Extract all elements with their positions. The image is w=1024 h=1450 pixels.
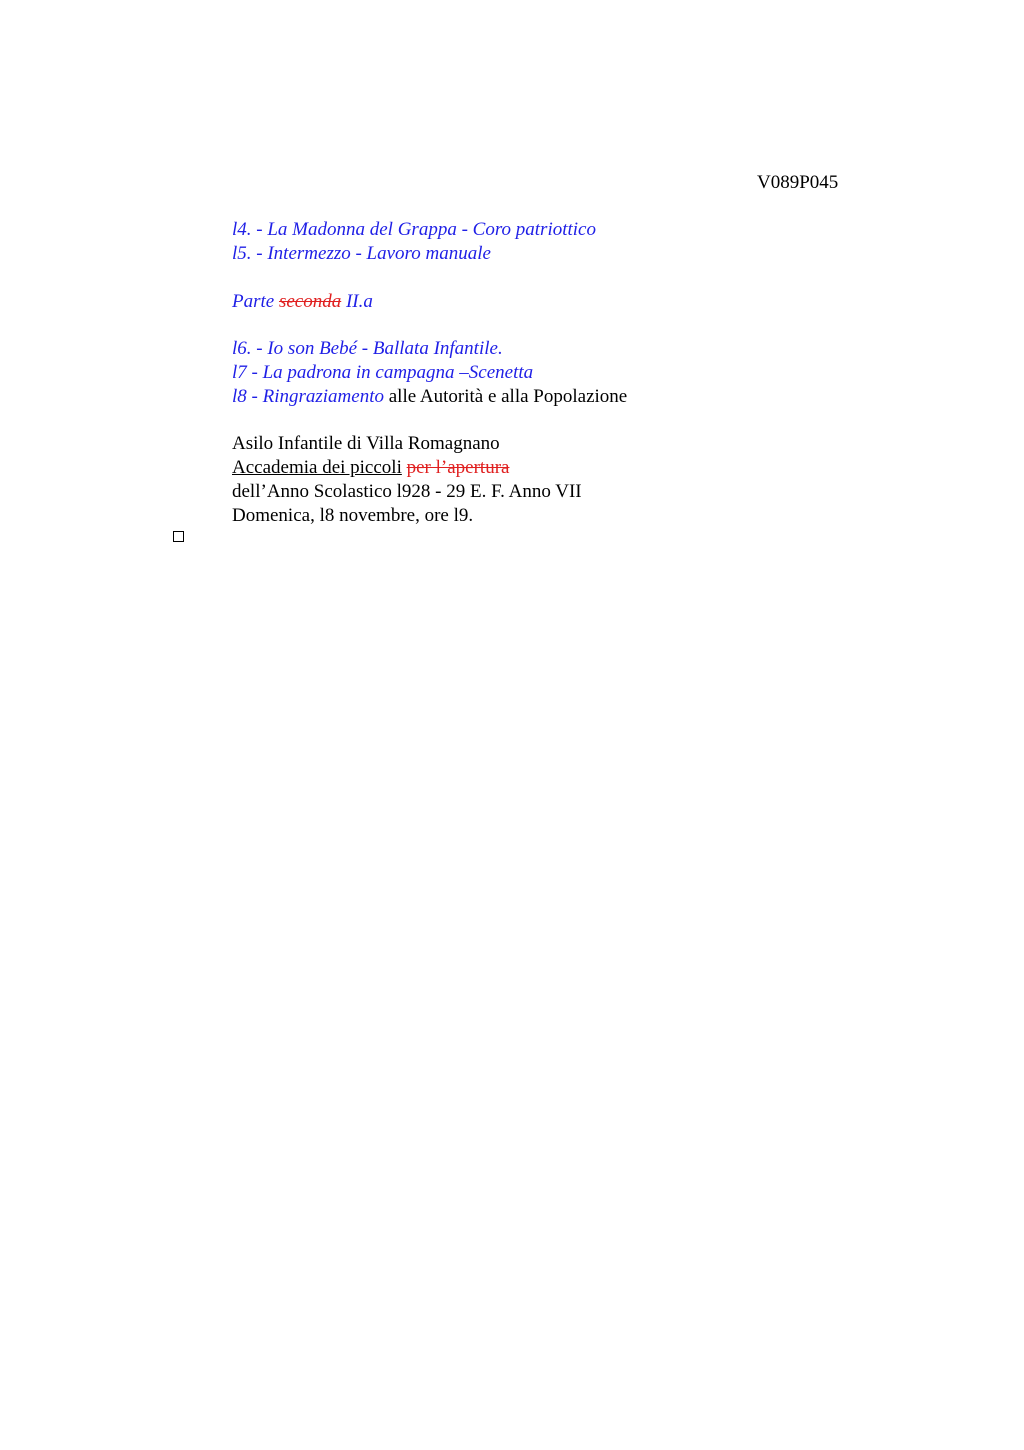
checkbox-icon xyxy=(173,531,184,542)
school-name: Asilo Infantile di Villa Romagnano xyxy=(232,433,500,454)
event-info xyxy=(232,432,932,528)
part-two-heading xyxy=(232,290,932,314)
school-year: dell’Anno Scolastico l928 - 29 E. F. Anno VII xyxy=(232,481,582,502)
academy-line xyxy=(232,456,932,480)
program-item-14: l4. - La Madonna del Grappa - Coro patriottico xyxy=(232,219,596,240)
academy-title: Accademia dei piccoli xyxy=(232,457,402,478)
program-item-18-text: alle Autorità e alla Popolazione xyxy=(388,386,628,407)
page-id: V089P045 xyxy=(757,172,839,193)
part-heading-suffix: II.a xyxy=(345,291,373,312)
deleted-word: seconda xyxy=(278,291,342,312)
program-item-18 xyxy=(232,385,932,409)
event-date-time: Domenica, l8 novembre, ore l9. xyxy=(232,505,474,526)
part-heading-prefix: Parte xyxy=(232,291,275,312)
deleted-phrase: per l’apertura xyxy=(406,457,510,478)
program-item-15: l5. - Intermezzo - Lavoro manuale xyxy=(232,243,491,264)
program-item-17: l7 - La padrona in campagna –Scenetta xyxy=(232,362,534,383)
program-part-one xyxy=(232,218,932,266)
program-part-two xyxy=(232,337,932,409)
program-item-16: l6. - Io son Bebé - Ballata Infantile. xyxy=(232,338,503,359)
program-item-18-title: l8 - Ringraziamento xyxy=(232,386,384,407)
